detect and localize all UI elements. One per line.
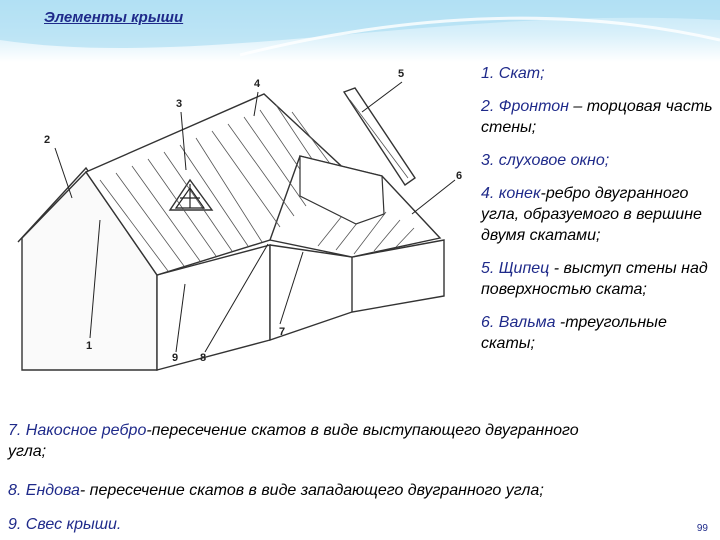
- term: 4. конек: [481, 185, 541, 202]
- slide-title: Элементы крыши: [44, 9, 184, 26]
- term: 7. Накосное ребро: [8, 422, 147, 439]
- label-4: 4: [254, 78, 261, 90]
- list-item: 4. конек-ребро двугранного угла, образуемого в вершине двумя скатами;: [481, 185, 702, 244]
- list-item: 5. Щипец - выступ стены над поверхностью ската;: [481, 260, 708, 298]
- label-8: 8: [200, 352, 207, 364]
- label-3: 3: [176, 98, 183, 110]
- bottom-item-8: 8. Ендова- пересечение скатов в виде западающего двугранного угла;: [8, 482, 544, 499]
- list-item: [481, 63, 719, 84]
- term: 3. слуховое окно;: [481, 152, 610, 169]
- term: 6. Вальма: [481, 314, 556, 331]
- list-item: [481, 150, 719, 171]
- term: 2. Фронтон: [481, 98, 569, 115]
- bottom-item-9: [8, 514, 121, 535]
- page-number: 99: [696, 523, 708, 534]
- roof-diagram: [0, 56, 480, 386]
- list-item: 2. Фронтон – торцовая часть стены;: [481, 98, 713, 136]
- label-1: 1: [86, 340, 93, 352]
- label-9: 9: [172, 352, 179, 364]
- definitions-list: [481, 63, 719, 354]
- term: 5. Щипец: [481, 260, 550, 277]
- bottom-item-7: 7. Накосное ребро-пересечение скатов в виде выступающего двугранного угла;: [8, 422, 579, 460]
- label-5: 5: [398, 68, 405, 80]
- term: 1. Скат;: [481, 65, 545, 82]
- term: 9. Свес крыши.: [8, 516, 122, 533]
- label-7: 7: [279, 326, 286, 338]
- label-6: 6: [456, 170, 463, 182]
- label-2: 2: [44, 134, 51, 146]
- list-item: 6. Вальма -треугольные скаты;: [481, 314, 667, 352]
- term: 8. Ендова: [8, 482, 80, 499]
